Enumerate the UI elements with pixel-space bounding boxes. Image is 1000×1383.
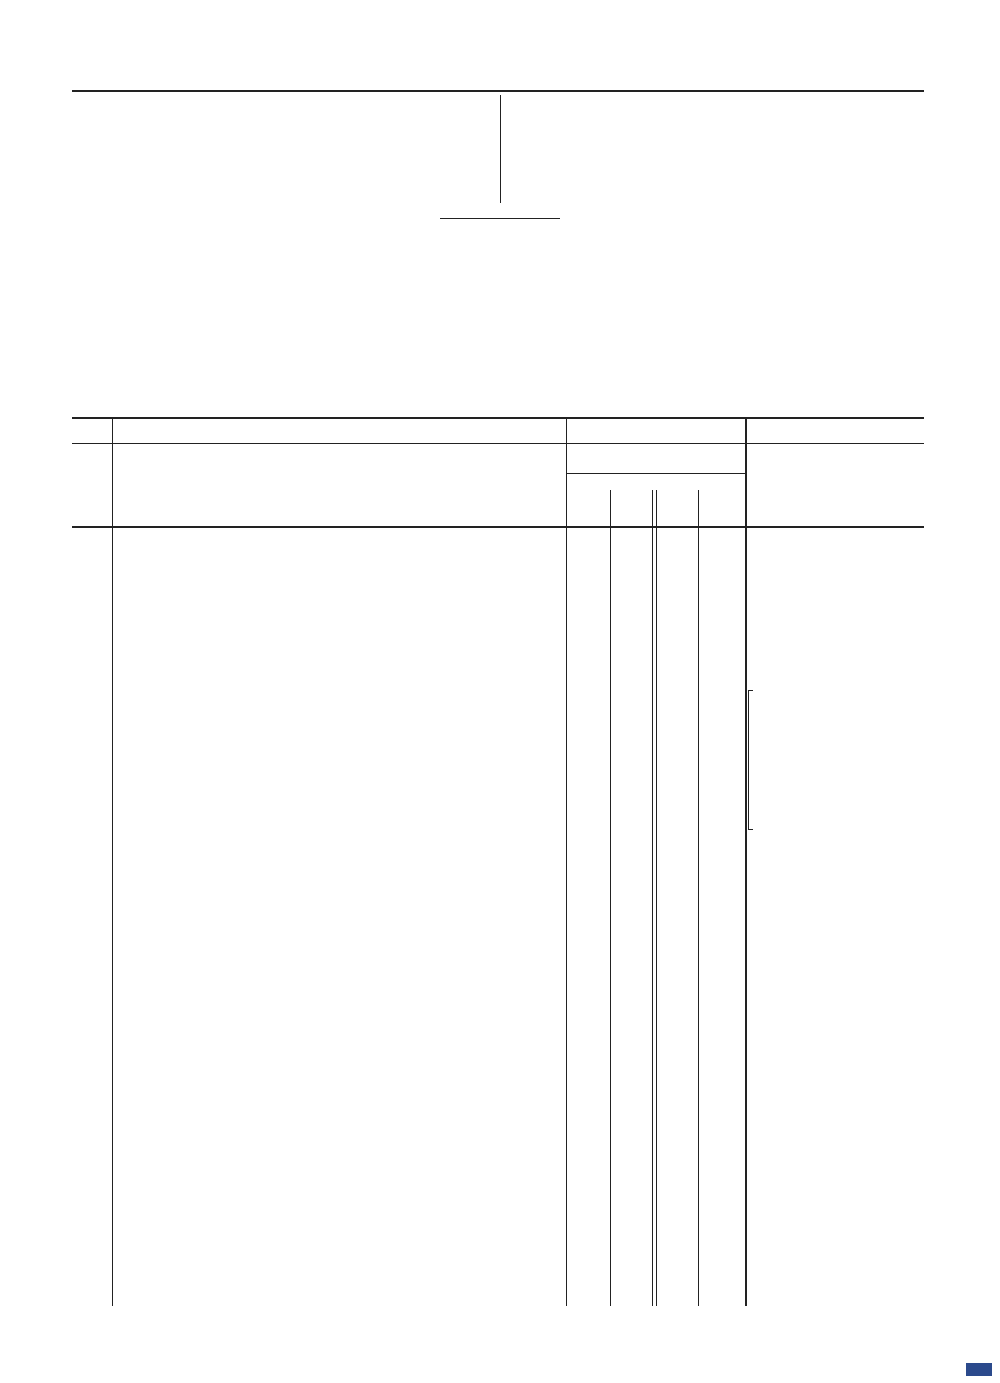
header-bottom-rule xyxy=(72,526,924,528)
column-divider xyxy=(500,95,501,203)
left-brace xyxy=(748,690,753,830)
section-rule xyxy=(440,218,560,219)
colnum-rule xyxy=(72,443,924,444)
col-divider-2 xyxy=(566,418,567,1306)
rate-divider-a xyxy=(610,490,611,1306)
col-divider-3 xyxy=(745,418,747,1306)
rate-divider-c xyxy=(698,490,699,1306)
rate-divider-b2 xyxy=(656,490,657,1306)
col-divider-1 xyxy=(112,418,113,1306)
dfg-logo xyxy=(966,1363,992,1376)
header-rule xyxy=(72,90,924,92)
rate-divider-b xyxy=(652,490,653,1306)
table-top-rule xyxy=(72,417,924,419)
rate-subrule xyxy=(566,473,745,474)
